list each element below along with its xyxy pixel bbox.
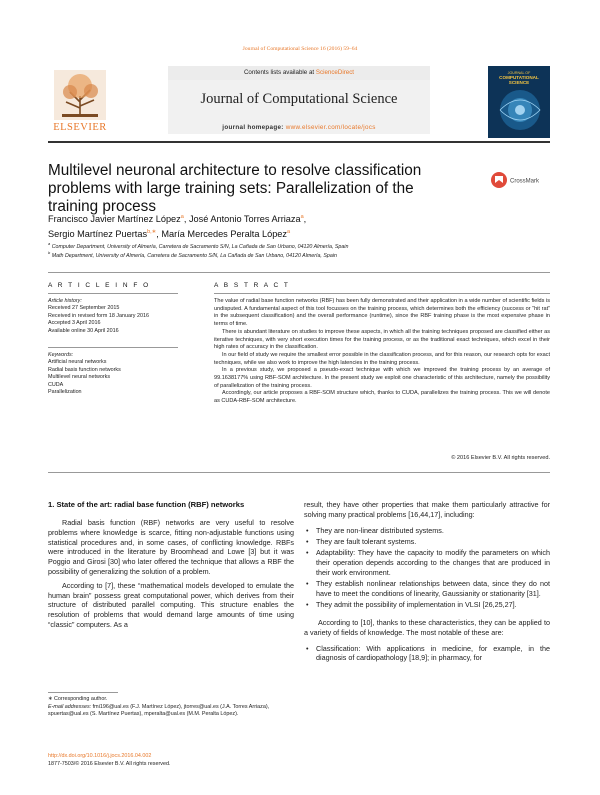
keyword: Multilevel neural networks (48, 374, 111, 381)
body-paragraph: Radial basis function (RBF) networks are very useful to resolve problems where knowledge is scarce, fitting non-adjustable functions using statistical procedures and, in some cases, of conflicting knowledge. RBFs were introduced in the literature by Broomhead and Lowe [3] but it was Poggio and Girosi [30] who later offered the technique that allows a RBF the possibility of generalizing the solution of a problem. (48, 518, 294, 576)
author-affiliation-mark[interactable]: b,∗ (147, 229, 157, 236)
history-label: Article history: (48, 298, 82, 304)
body-paragraph: According to [7], these “mathematical models developed to emulate the human brain” possess great computational power, which derives from their structure of distributed parallel computing. This structure enables the resolution of problems that would demand large amounts of time using “classic” computers. As a (48, 580, 294, 629)
journal-homepage (168, 124, 430, 131)
abstract-paragraph: The value of radial base function networks (RBF) has been fully demonstrated and their application in a wide number of scientific fields is undisputed. A fundamental aspect of this tool focusses on the training process, which determines both the efficiency (success or “hit rat” in the subsequent classification) and the overall performance (runtime), since the RBF training phase is the most expensive phase in terms of time. (214, 298, 550, 328)
abstract-rule (214, 293, 550, 294)
doi-block (48, 753, 294, 768)
abstract-body (214, 298, 550, 406)
properties-list (304, 526, 550, 610)
list-item: • Classification: With applications in medicine, for example, in the diagnosis of cardiopathology [18,9]; in pharmacy, for (304, 644, 550, 664)
abstract-paragraph: Accordingly, our article proposes a RBF-SOM structure which, thanks to CUDA, parallelizes the training process. This we will denote as CUDA-RBF-SOM architecture. (214, 390, 550, 405)
affiliation-a: $^a$ Computer Department, University of Almería, Carretera de Sacramento S/N, La Cañada de San Urbano, 04120 Almería, Spain (48, 241, 349, 250)
list-item: • They establish nonlinear relationships between data, since they do not have to meet the conditions of linearity, Gaussianity or stationarity [31]. (304, 579, 550, 599)
cover-title-line1: JOURNAL OF (507, 71, 531, 75)
history-received: Received 27 September 2015 (48, 305, 120, 312)
keyword: Artificial neural networks (48, 359, 107, 366)
abstract-heading: A B S T R A C T (214, 282, 290, 289)
list-item: • They are fault tolerant systems. (304, 537, 550, 547)
author-name[interactable]: María Mercedes Peralta López (161, 229, 288, 240)
abstract-paragraph: In our field of study we require the smallest error possible in the classification process, and for this reason, our research opts for exact techniques, while we also work to improve the high latencies in the training process. (214, 351, 550, 366)
crossmark-label: CrossMark (510, 178, 540, 185)
contents-prefix: Contents lists available at (243, 69, 316, 76)
article-info-rule (48, 293, 178, 294)
abstract-paragraph: There is abundant literature on studies to improve these aspects, in which all the training techniques proposed are classified either as iterative techniques, with very short execution times for the training process, or as the traditional exact techniques, which excel in their high rates of accuracy in the classification. (214, 328, 550, 351)
author-affiliation-mark[interactable]: a (300, 214, 304, 220)
list-item: • They admit the possibility of implementation in VLSI [26,25,27]. (304, 600, 550, 610)
left-column (48, 518, 294, 634)
corresponding-author-note: ∗ Corresponding author. (48, 696, 108, 702)
author-list: Francisco Javier Martínez López$^a$, José Antonio Torres Arriaza$^a$, Sergio Martínez Puertas$^{b,∗}$, María Mercedes Peralta López$^a$ (48, 214, 307, 240)
homepage-link[interactable]: www.elsevier.com/locate/jocs (285, 124, 376, 131)
article-history (48, 298, 178, 335)
crossmark-button[interactable] (490, 170, 550, 190)
right-column (304, 500, 550, 671)
keyword: CUDA (48, 381, 64, 388)
fields-list (304, 644, 550, 664)
issn-copyright: 1877-7503/© 2016 Elsevier B.V. All rights reserved. (48, 760, 171, 767)
contents-line (168, 69, 430, 76)
keywords-label: Keywords: (48, 352, 74, 358)
journal-reference[interactable]: Journal of Computational Science 16 (2016) 59–64 (242, 46, 358, 52)
keyword: Parallelization (48, 389, 82, 396)
homepage-prefix: journal homepage: (222, 124, 286, 131)
doi-link[interactable]: http://dx.doi.org/10.1016/j.jocs.2016.04.002 (48, 753, 152, 759)
cover-title-line3: SCIENCE (508, 80, 530, 85)
author-affiliation-mark[interactable]: a (287, 229, 291, 236)
author-name[interactable]: Francisco Javier Martínez López (48, 214, 181, 225)
paper-title: Multilevel neuronal architecture to resolve classification problems with large training sets: Parallelization of the training process (48, 162, 422, 215)
elsevier-tree-logo (48, 68, 112, 122)
history-accepted: Accepted 3 April 2016 (48, 320, 101, 327)
journal-cover-image (488, 66, 550, 138)
list-item: • Adaptability: They have the capacity to modify the parameters on which their operation depends according to the changes that are produced in their work environment. (304, 548, 550, 577)
affiliation-rule (48, 272, 550, 273)
body-paragraph: result, they have other properties that make them particularly attractive for solving many practical problems [16,44,17], including: (304, 500, 550, 519)
footnote-rule (48, 692, 118, 693)
author-name[interactable]: Sergio Martínez Puertas (48, 229, 148, 240)
section-1-title: 1. State of the art: radial base function (RBF) networks (48, 500, 245, 509)
cover-title-line2: COMPUTATIONAL (499, 75, 539, 80)
footnotes (48, 696, 294, 719)
list-item: • They are non-linear distributed systems. (304, 526, 550, 536)
keyword: Radial basis function networks (48, 366, 121, 373)
keywords (48, 352, 178, 396)
email-list[interactable]: fmi196@ual.es (F.J. Martínez López), jtorres@ual.es (J.A. Torres Arriaza), spuertas@ual.es (S. Martínez Puertas), mperalta@ual.es (M.M. Peralta López). (48, 703, 270, 718)
article-info-heading: A R T I C L E I N F O (48, 282, 151, 289)
body-paragraph: According to [10], thanks to these characteristics, they can be applied to a variety of fields of knowledge. The most notable of these are: (304, 617, 550, 637)
keywords-rule (48, 347, 178, 348)
history-online: Available online 30 April 2016 (48, 327, 119, 334)
abstract-paragraph: In a previous study, we proposed a pseudo-exact technique with which we improved the training process by an average of 99.1638177% using RBF-SOM architecture. In the present study we exploit one characteristic of this architecture, namely the possibility of parallelization of the training process. (214, 367, 550, 389)
abstract-bottom-rule (48, 472, 550, 473)
copyright-notice: © 2016 Elsevier B.V. All rights reserved. (451, 455, 550, 461)
affiliation-b: $^b$ Math Department, University of Almería, Carretera de Sacramento S/N, La Cañada de San Urbano, 04120 Almería, Spain (48, 250, 337, 259)
history-revised: Received in revised form 18 January 2016 (48, 312, 149, 319)
sciencedirect-link[interactable]: ScienceDirect (315, 69, 355, 76)
header-rule (48, 141, 550, 143)
publisher-name: ELSEVIER (53, 122, 107, 133)
author-name[interactable]: José Antonio Torres Arriaza (188, 214, 301, 225)
email-addresses: E-mail addresses: fmi196@ual.es (F.J. Martínez López), jtorres@ual.es (J.A. Torres Arriaza), spuertas@ual.es (S. Martínez Puertas), mperalta@ual.es (M.M. Peralta López). (48, 703, 270, 718)
journal-title: Journal of Computational Science (200, 91, 398, 107)
author-affiliation-mark[interactable]: a (180, 214, 184, 220)
